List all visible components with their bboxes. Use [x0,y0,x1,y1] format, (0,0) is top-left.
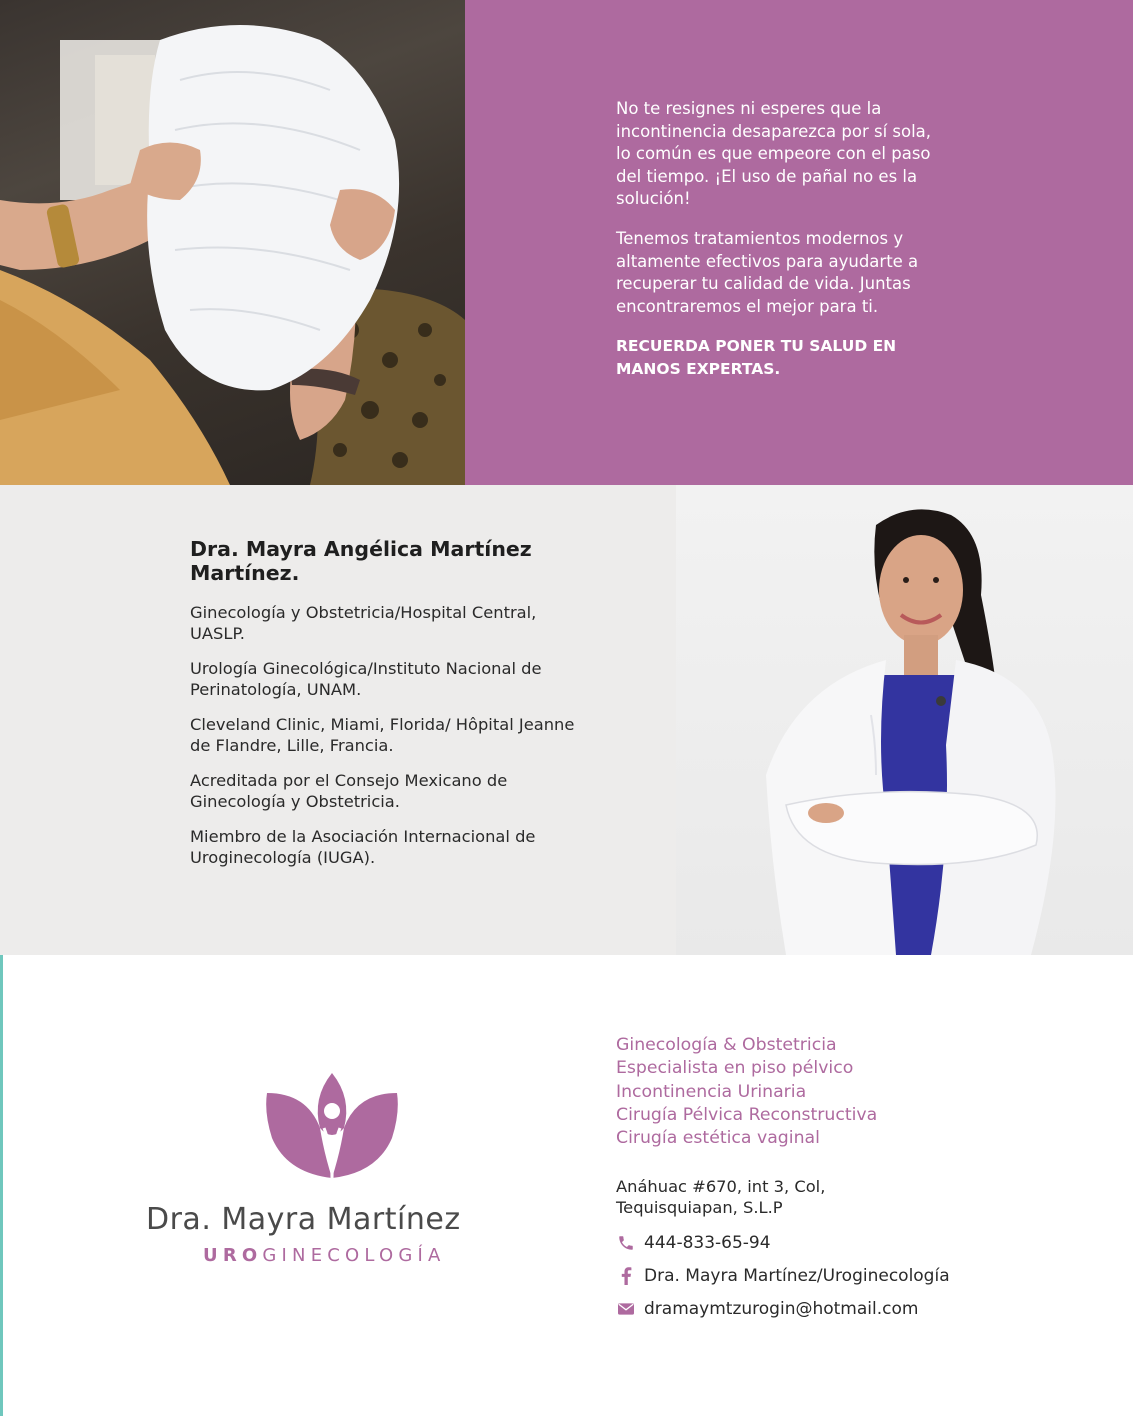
teal-accent-line [0,955,3,1416]
services-list [616,1034,956,1150]
brand-subtitle [203,1245,503,1266]
facebook-row[interactable] [616,1264,950,1288]
lotus-logo-icon [262,1073,402,1183]
promo-text [616,98,946,398]
footer-section [0,955,1133,1416]
promo-paragraph-2: Tenemos tratamientos modernos y altamente efectivos para ayudarte a recuperar tu calidad de vida. Juntas encontraremos el mejor para ti. [616,228,919,316]
address: Anáhuac #670, int 3, Col, Tequisquiapan, S.L.P [616,1177,826,1217]
facebook-icon [616,1266,636,1286]
top-section [0,0,1133,485]
service-item: Incontinencia Urinaria [616,1081,807,1102]
doctor-section [0,485,1133,955]
email-address[interactable]: dramaymtzurogin@hotmail.com [644,1299,919,1319]
doctor-name: Dra. Mayra Angélica Martínez Martínez. [190,537,532,585]
credential-item: Ginecología y Obstetricia/Hospital Central, UASLP. [190,603,537,643]
facebook-page[interactable]: Dra. Mayra Martínez/Uroginecología [644,1266,950,1286]
phone-icon [616,1233,636,1253]
credential-item: Miembro de la Asociación Internacional de Uroginecología (IUGA). [190,827,536,867]
service-item: Especialista en piso pélvico [616,1058,854,1079]
phone-row[interactable] [616,1231,771,1255]
service-item: Ginecología & Obstetricia [616,1035,837,1055]
doctor-photo [676,485,1133,955]
credential-item: Acreditada por el Consejo Mexicano de Ginecología y Obstetricia. [190,771,508,811]
service-item: Cirugía estética vaginal [616,1128,820,1149]
service-item: Cirugía Pélvica Reconstructiva [616,1104,878,1125]
mail-icon [616,1299,636,1319]
credentials-panel [0,485,676,955]
promo-cta: RECUERDA PONER TU SALUD EN MANOS EXPERTAS. [616,337,897,379]
brand-subtitle-light: GINECOLOGÍA [262,1245,446,1266]
email-row[interactable] [616,1297,918,1321]
diaper-photo [0,0,465,485]
credentials-list [190,603,590,883]
promo-paragraph-1: No te resignes ni esperes que la incontinencia desaparezca por sí sola, lo común es que empeore con el paso del tiempo. ¡El uso de pañal no es la solución! [616,99,932,209]
phone-number[interactable]: 444-833-65-94 [644,1233,771,1253]
credential-item: Urología Ginecológica/Instituto Nacional de Perinatología, UNAM. [190,659,542,699]
brand-name: Dra. Mayra Martínez [146,1202,461,1237]
brand-subtitle-strong: URO [203,1245,263,1266]
credential-item: Cleveland Clinic, Miami, Florida/ Hôpital Jeanne de Flandre, Lille, Francia. [190,715,575,755]
